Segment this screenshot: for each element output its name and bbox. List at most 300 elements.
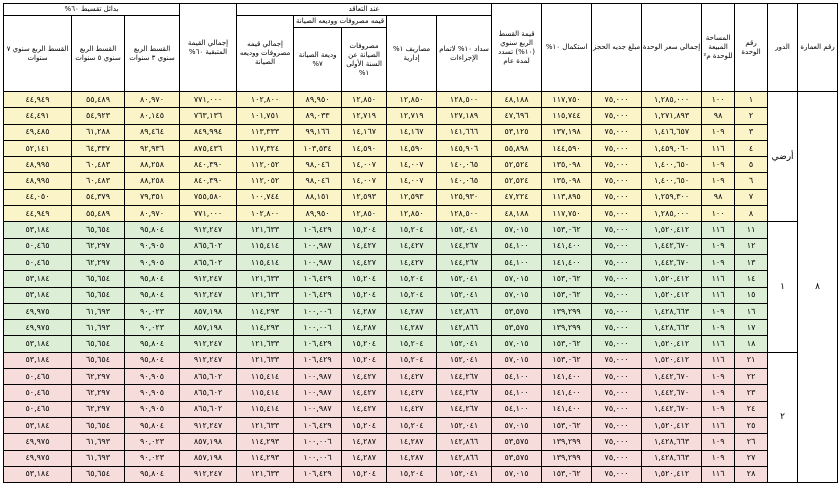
cell-maintenance-deposit: ١٠٦,٤٢٩ xyxy=(294,352,342,368)
cell-q3: ٩٠,٩٠٥ xyxy=(125,254,180,270)
cell-area: ١١٦ xyxy=(702,466,735,482)
table-row xyxy=(4,157,838,173)
cell-admin-fees: ١٤,٠٠٧ xyxy=(387,157,437,173)
cell-total-price: ١,٤٢٨,٦٦٣ xyxy=(642,450,702,466)
cell-unit-no: ١٢ xyxy=(735,238,768,254)
cell-completion-10: ١٤١,٦٦٦ xyxy=(437,124,492,140)
cell-maintenance-first-year: ١٤,٤٢٧ xyxy=(342,401,387,417)
cell-q3: ٧٩,٣٥١ xyxy=(125,189,180,205)
cell-area: ١٠٩ xyxy=(702,450,735,466)
cell-q5: ٥٤,٣٧٩ xyxy=(72,189,125,205)
cell-maintenance-deposit: ١٠٠,٠٠٦ xyxy=(294,320,342,336)
cell-down-payment: ١٣٩,٢٩٩ xyxy=(542,450,592,466)
cell-unit-no: ٦ xyxy=(735,173,768,189)
cell-admin-fees: ١٤,٢٨٧ xyxy=(387,434,437,450)
cell-admin-fees: ١٤,٤٢٧ xyxy=(387,385,437,401)
cell-maintenance-deposit: ٨٩,٠٣٣ xyxy=(294,108,342,124)
cell-completion-10: ١٤٢,٨٦٦ xyxy=(437,450,492,466)
cell-reservation: ٧٥,٠٠٠ xyxy=(592,401,642,417)
cell-total-price: ١,٥٢٠,٤١٢ xyxy=(642,222,702,238)
cell-quarterly-installment: ٥٤,١٠٠ xyxy=(492,369,542,385)
table-row xyxy=(4,173,838,189)
header-building-no: رقم العمارة xyxy=(798,4,838,92)
cell-maintenance-deposit: ١٠٠,٠٠٦ xyxy=(294,434,342,450)
cell-quarterly-installment: ٥٢,٥٢٤ xyxy=(492,173,542,189)
cell-q7: ٤٩,٩٧٥ xyxy=(4,450,72,466)
cell-quarterly-installment: ٥٧,٠١٥ xyxy=(492,222,542,238)
cell-q3: ٨٠,٩٧٠ xyxy=(125,92,180,108)
cell-completion-10: ١٥٢,٠٤١ xyxy=(437,336,492,352)
cell-admin-fees: ١٥,٢٠٤ xyxy=(387,271,437,287)
cell-reservation: ٧٥,٠٠٠ xyxy=(592,336,642,352)
cell-area: ١١٦ xyxy=(702,336,735,352)
cell-unit-no: ١ xyxy=(735,92,768,108)
cell-q3: ٨٨,٢٥٨ xyxy=(125,173,180,189)
cell-maintenance-first-year: ١٥,٢٠٤ xyxy=(342,287,387,303)
cell-reservation: ٧٥,٠٠٠ xyxy=(592,320,642,336)
cell-q5: ٥٤,٩٢٣ xyxy=(72,108,125,124)
cell-admin-fees: ١٤,٤٢٧ xyxy=(387,369,437,385)
cell-reservation: ٧٥,٠٠٠ xyxy=(592,92,642,108)
table-row xyxy=(4,287,838,303)
unit-pricing-table xyxy=(3,3,838,483)
cell-total-maintenance: ١١٧,٣٢٤ xyxy=(237,140,294,156)
cell-remaining-60: ٩١٢,٢٤٧ xyxy=(180,271,237,287)
cell-total-price: ١,٤٥٩,٠٦٠ xyxy=(642,140,702,156)
cell-q5: ٦١,٦٩٣ xyxy=(72,320,125,336)
cell-completion-10: ١٤٤,٢٦٧ xyxy=(437,385,492,401)
cell-q7: ٤٨,٩٩٥ xyxy=(4,157,72,173)
table-row xyxy=(4,320,838,336)
cell-maintenance-deposit: ١٠٠,٩٨٧ xyxy=(294,254,342,270)
cell-maintenance-first-year: ١٤,٠٠٧ xyxy=(342,173,387,189)
cell-down-payment: ١٤١,٤٠٠ xyxy=(542,254,592,270)
cell-unit-no: ١٦ xyxy=(735,303,768,319)
cell-area: ١١٦ xyxy=(702,352,735,368)
cell-q5: ٦٠,٤٨٣ xyxy=(72,157,125,173)
table-row xyxy=(4,124,838,140)
cell-q7: ٤٤,٤٩١ xyxy=(4,108,72,124)
cell-completion-10: ١٤٢,٨٦٦ xyxy=(437,303,492,319)
cell-q3: ٨٩,٤٦٤ xyxy=(125,124,180,140)
cell-down-payment: ١٥٣,٠٦٢ xyxy=(542,287,592,303)
cell-down-payment: ١٤١,٤٠٠ xyxy=(542,369,592,385)
table-row xyxy=(4,189,838,205)
cell-area: ١١٦ xyxy=(702,417,735,433)
header-completion-10: سداد ١٠% لاتمام الإجراءات xyxy=(437,16,492,92)
cell-admin-fees: ١٢,٨٥٠ xyxy=(387,92,437,108)
cell-maintenance-deposit: ١٠٦,٤٢٩ xyxy=(294,222,342,238)
cell-quarterly-installment: ٤٨,١٨٨ xyxy=(492,206,542,222)
cell-down-payment: ١٤١,٤٠٠ xyxy=(542,401,592,417)
cell-reservation: ٧٥,٠٠٠ xyxy=(592,238,642,254)
cell-admin-fees: ١٥,٢٠٤ xyxy=(387,222,437,238)
cell-maintenance-first-year: ١٢,٨٥٠ xyxy=(342,206,387,222)
cell-reservation: ٧٥,٠٠٠ xyxy=(592,417,642,433)
cell-total-maintenance: ١٠٢,٨٠٠ xyxy=(237,206,294,222)
cell-admin-fees: ١٢,٥٩٣ xyxy=(387,189,437,205)
table-row xyxy=(4,254,838,270)
cell-admin-fees: ١٤,٢٨٧ xyxy=(387,303,437,319)
cell-q5: ٥٥,٤٨٩ xyxy=(72,206,125,222)
cell-q7: ٥٢,١٤١ xyxy=(4,140,72,156)
cell-q7: ٤٩,٩٧٥ xyxy=(4,320,72,336)
header-area: المساحة المبيعة للوحدة م² xyxy=(702,4,735,92)
cell-q7: ٤٤,٩٤٩ xyxy=(4,206,72,222)
cell-down-payment: ١٣٧,١٩٨ xyxy=(542,124,592,140)
cell-admin-fees: ١٢,٧١٩ xyxy=(387,108,437,124)
cell-q3: ٩٥,٨٠٤ xyxy=(125,417,180,433)
cell-maintenance-deposit: ٨٩,٩٥٠ xyxy=(294,206,342,222)
cell-reservation: ٧٥,٠٠٠ xyxy=(592,108,642,124)
cell-q3: ٩٥,٨٠٤ xyxy=(125,287,180,303)
cell-maintenance-first-year: ١٤,٤٢٧ xyxy=(342,385,387,401)
table-row xyxy=(4,108,838,124)
cell-admin-fees: ١٤,١٦٧ xyxy=(387,124,437,140)
cell-total-price: ١,٤٢٨,٦٦٣ xyxy=(642,320,702,336)
cell-quarterly-installment: ٥٧,٠١٥ xyxy=(492,336,542,352)
header-admin-fees: مصاريف ١% إدارية xyxy=(387,16,437,92)
cell-admin-fees: ١٢,٨٥٠ xyxy=(387,206,437,222)
cell-area: ١٠٩ xyxy=(702,157,735,173)
cell-area: ١٠٩ xyxy=(702,254,735,270)
cell-q3: ٩٠,٠٢٣ xyxy=(125,303,180,319)
cell-completion-10: ١٤٥,٩٠٦ xyxy=(437,140,492,156)
cell-q3: ٨٠,٩٧٠ xyxy=(125,206,180,222)
cell-q7: ٥٣,١٨٤ xyxy=(4,336,72,352)
cell-admin-fees: ١٥,٢٠٤ xyxy=(387,352,437,368)
header-reservation: مبلغ جديه الحجز xyxy=(592,4,642,92)
cell-area: ١٠٠ xyxy=(702,206,735,222)
cell-maintenance-first-year: ١٤,٤٢٧ xyxy=(342,254,387,270)
cell-q5: ٦١,٦٩٣ xyxy=(72,450,125,466)
cell-maintenance-first-year: ١٥,٢٠٤ xyxy=(342,466,387,482)
cell-unit-no: ٨ xyxy=(735,206,768,222)
cell-reservation: ٧٥,٠٠٠ xyxy=(592,140,642,156)
header-maintenance-deposit: وديعة الصيانة ٧% xyxy=(294,28,342,92)
cell-total-price: ١,٢٨٥,٠٠٠ xyxy=(642,206,702,222)
cell-maintenance-first-year: ١٤,٢٨٧ xyxy=(342,320,387,336)
cell-total-maintenance: ١٢١,٦٣٣ xyxy=(237,271,294,287)
cell-unit-no: ٢٥ xyxy=(735,417,768,433)
cell-unit-no: ١٤ xyxy=(735,271,768,287)
cell-remaining-60: ٩١٢,٢٤٧ xyxy=(180,417,237,433)
cell-unit-no: ٧ xyxy=(735,189,768,205)
cell-q7: ٥٠,٤٦٥ xyxy=(4,369,72,385)
cell-down-payment: ١١٣,٨٩٥ xyxy=(542,189,592,205)
cell-reservation: ٧٥,٠٠٠ xyxy=(592,352,642,368)
cell-completion-10: ١٢٥,٩٣٠ xyxy=(437,189,492,205)
cell-total-maintenance: ١٠٠,٧٤٤ xyxy=(237,189,294,205)
cell-maintenance-deposit: ١٠٦,٤٢٩ xyxy=(294,417,342,433)
cell-q7: ٥٣,١٨٤ xyxy=(4,222,72,238)
cell-remaining-60: ٧٦٣,١٣٦ xyxy=(180,108,237,124)
cell-maintenance-deposit: ١٠٠,٩٨٧ xyxy=(294,385,342,401)
cell-total-price: ١,٤٠٠,٦٥٠ xyxy=(642,173,702,189)
cell-maintenance-first-year: ١٤,٤٢٧ xyxy=(342,369,387,385)
cell-admin-fees: ١٥,٢٠٤ xyxy=(387,417,437,433)
cell-q7: ٥٣,١٨٤ xyxy=(4,271,72,287)
cell-completion-10: ١٥٢,٠٤١ xyxy=(437,287,492,303)
cell-q3: ٩٠,٩٠٥ xyxy=(125,238,180,254)
cell-total-maintenance: ١١٤,٢٩٣ xyxy=(237,303,294,319)
cell-down-payment: ١١٥,٧٤٤ xyxy=(542,108,592,124)
cell-quarterly-installment: ٤٨,١٨٨ xyxy=(492,92,542,108)
cell-unit-no: ٢٧ xyxy=(735,450,768,466)
cell-total-price: ١,٥٢٠,٤١٢ xyxy=(642,287,702,303)
cell-q3: ٩٥,٨٠٤ xyxy=(125,222,180,238)
header-q7: القسط الربع سنوي ٧ سنوات xyxy=(4,16,72,92)
cell-maintenance-first-year: ١٤,٢٨٧ xyxy=(342,450,387,466)
cell-total-price: ١,٥٢٠,٤١٢ xyxy=(642,336,702,352)
cell-down-payment: ١١٧,٧٥٠ xyxy=(542,92,592,108)
cell-maintenance-deposit: ١٠٠,٩٨٧ xyxy=(294,401,342,417)
cell-reservation: ٧٥,٠٠٠ xyxy=(592,124,642,140)
cell-q5: ٦٢,٢٩٧ xyxy=(72,369,125,385)
cell-quarterly-installment: ٥٤,١٠٠ xyxy=(492,385,542,401)
cell-area: ١٠٩ xyxy=(702,434,735,450)
cell-reservation: ٧٥,٠٠٠ xyxy=(592,157,642,173)
cell-maintenance-deposit: ٨٨,١٥١ xyxy=(294,189,342,205)
cell-down-payment: ١١٧,٧٥٠ xyxy=(542,206,592,222)
cell-down-payment: ١٥٣,٠٦٢ xyxy=(542,222,592,238)
cell-q3: ٩٥,٨٠٤ xyxy=(125,352,180,368)
cell-area: ١١٦ xyxy=(702,287,735,303)
cell-total-maintenance: ١٢١,٦٣٣ xyxy=(237,466,294,482)
floor-cell: ١ xyxy=(768,222,798,352)
cell-remaining-60: ٨٥٧,١٩٨ xyxy=(180,450,237,466)
cell-q3: ٩٠,٩٠٥ xyxy=(125,401,180,417)
cell-q7: ٥٠,٤٦٥ xyxy=(4,254,72,270)
table-row xyxy=(4,417,838,433)
table-row xyxy=(4,450,838,466)
cell-maintenance-first-year: ١٥,٢٠٤ xyxy=(342,417,387,433)
cell-q5: ٦٤,٣٣٧ xyxy=(72,140,125,156)
cell-unit-no: ١١ xyxy=(735,222,768,238)
table-row xyxy=(4,369,838,385)
cell-admin-fees: ١٥,٢٠٤ xyxy=(387,466,437,482)
cell-maintenance-deposit: ١٠٠,٩٨٧ xyxy=(294,238,342,254)
cell-q5: ٦٥,٦٥٤ xyxy=(72,466,125,482)
cell-admin-fees: ١٤,٠٠٧ xyxy=(387,173,437,189)
cell-total-maintenance: ١١٤,٢٩٣ xyxy=(237,450,294,466)
cell-q5: ٦٥,٦٥٤ xyxy=(72,352,125,368)
cell-maintenance-deposit: ١٠٦,٤٢٩ xyxy=(294,287,342,303)
cell-down-payment: ١٣٩,٢٩٩ xyxy=(542,434,592,450)
cell-quarterly-installment: ٥٤,١٠٠ xyxy=(492,254,542,270)
cell-quarterly-installment: ٥٧,٠١٥ xyxy=(492,287,542,303)
cell-area: ٩٨ xyxy=(702,189,735,205)
cell-unit-no: ٢٤ xyxy=(735,401,768,417)
cell-total-maintenance: ١١٢,٠٥٢ xyxy=(237,157,294,173)
cell-unit-no: ١٥ xyxy=(735,287,768,303)
cell-q5: ٦١,٢٨٨ xyxy=(72,124,125,140)
cell-completion-10: ١٢٧,١٨٩ xyxy=(437,108,492,124)
table-row xyxy=(4,352,838,368)
cell-quarterly-installment: ٥٣,٥٧٥ xyxy=(492,450,542,466)
header-quarterly-installment: قيمة القسط الربع سنوي (١٠%) تسدد لمدة عام xyxy=(492,4,542,92)
cell-q5: ٦٥,٦٥٤ xyxy=(72,271,125,287)
cell-maintenance-first-year: ١٤,٢٨٧ xyxy=(342,303,387,319)
cell-total-price: ١,٢٥٩,٣٠٠ xyxy=(642,189,702,205)
cell-area: ١٠٩ xyxy=(702,173,735,189)
cell-down-payment: ١٤٤,٥٩٠ xyxy=(542,140,592,156)
cell-total-price: ١,٥٢٠,٤١٢ xyxy=(642,466,702,482)
cell-quarterly-installment: ٥٢,٥٢٤ xyxy=(492,157,542,173)
cell-reservation: ٧٥,٠٠٠ xyxy=(592,173,642,189)
cell-reservation: ٧٥,٠٠٠ xyxy=(592,466,642,482)
header-at-contract: عند التعاقد xyxy=(237,4,492,16)
cell-q3: ٩٥,٨٠٤ xyxy=(125,466,180,482)
cell-total-maintenance: ١٢١,٦٣٣ xyxy=(237,222,294,238)
cell-unit-no: ١٨ xyxy=(735,336,768,352)
cell-total-price: ١,٥٢٠,٤١٢ xyxy=(642,271,702,287)
cell-q5: ٦٥,٦٥٤ xyxy=(72,287,125,303)
table-row xyxy=(4,140,838,156)
header-unit-no: رقم الوحدة xyxy=(735,4,768,92)
cell-q5: ٥٥,٤٨٩ xyxy=(72,92,125,108)
cell-total-price: ١,٤٤٢,٦٧٠ xyxy=(642,385,702,401)
cell-area: ١٠٩ xyxy=(702,401,735,417)
cell-area: ١٠٠ xyxy=(702,92,735,108)
cell-maintenance-first-year: ١٤,٢٨٧ xyxy=(342,434,387,450)
cell-down-payment: ١٥٣,٠٦٢ xyxy=(542,417,592,433)
cell-unit-no: ٢١ xyxy=(735,352,768,368)
table-row xyxy=(4,92,838,108)
cell-maintenance-first-year: ١٥,٢٠٤ xyxy=(342,336,387,352)
cell-admin-fees: ١٤,٢٨٧ xyxy=(387,320,437,336)
cell-area: ٩٨ xyxy=(702,108,735,124)
cell-total-price: ١,٢٨٥,٠٠٠ xyxy=(642,92,702,108)
cell-remaining-60: ٩١٢,٢٤٧ xyxy=(180,222,237,238)
cell-down-payment: ١٣٥,٠٩٨ xyxy=(542,173,592,189)
cell-q3: ٩٠,٠٢٣ xyxy=(125,320,180,336)
cell-unit-no: ٢ xyxy=(735,108,768,124)
pricing-sheet xyxy=(3,3,835,479)
cell-remaining-60: ٧٧١,٠٠٠ xyxy=(180,92,237,108)
cell-reservation: ٧٥,٠٠٠ xyxy=(592,206,642,222)
cell-quarterly-installment: ٥٧,٠١٥ xyxy=(492,417,542,433)
cell-maintenance-deposit: ٩٨,٠٤٦ xyxy=(294,157,342,173)
cell-maintenance-deposit: ١٠٦,٤٢٩ xyxy=(294,336,342,352)
cell-remaining-60: ٨٦٥,٦٠٢ xyxy=(180,238,237,254)
cell-area: ١١٦ xyxy=(702,222,735,238)
header-total-maintenance: إجمالي قيمه مصروفات ووديعه الصيانة xyxy=(237,16,294,92)
cell-q5: ٦٥,٦٥٤ xyxy=(72,336,125,352)
cell-maintenance-first-year: ١٢,٥٩٣ xyxy=(342,189,387,205)
cell-total-price: ١,٤٢٨,٦٦٣ xyxy=(642,434,702,450)
cell-quarterly-installment: ٥٤,١٠٠ xyxy=(492,238,542,254)
cell-total-maintenance: ١٢١,٦٣٣ xyxy=(237,352,294,368)
cell-remaining-60: ٨٦٥,٦٠٢ xyxy=(180,401,237,417)
cell-q7: ٥٠,٤٦٥ xyxy=(4,385,72,401)
cell-q3: ٩٥,٨٠٤ xyxy=(125,271,180,287)
cell-remaining-60: ٩١٢,٢٤٧ xyxy=(180,287,237,303)
cell-completion-10: ١٥٢,٠٤١ xyxy=(437,417,492,433)
cell-maintenance-deposit: ٨٩,٩٥٠ xyxy=(294,92,342,108)
header-down-payment: استكمال ١٠% xyxy=(542,4,592,92)
header-total-price: إجمالي سعر الوحدة xyxy=(642,4,702,92)
cell-area: ١١٦ xyxy=(702,140,735,156)
cell-down-payment: ١٣٩,٢٩٩ xyxy=(542,320,592,336)
cell-completion-10: ١٤٤,٢٦٧ xyxy=(437,254,492,270)
cell-reservation: ٧٥,٠٠٠ xyxy=(592,303,642,319)
table-body xyxy=(4,92,838,483)
cell-quarterly-installment: ٥٥,٨٩٨ xyxy=(492,140,542,156)
header-maintenance-group: قيمه مصروفات ووديعه الصيانة xyxy=(294,16,387,28)
cell-maintenance-deposit: ٩٨,٠٤٦ xyxy=(294,173,342,189)
cell-maintenance-deposit: ١٠٠,٠٠٦ xyxy=(294,450,342,466)
cell-unit-no: ٢٣ xyxy=(735,385,768,401)
cell-maintenance-first-year: ١٤,١٦٧ xyxy=(342,124,387,140)
cell-quarterly-installment: ٥٧,٠١٥ xyxy=(492,466,542,482)
cell-total-maintenance: ١٠١,٧٥١ xyxy=(237,108,294,124)
header-installment-alternatives: بدائل تقسيط ٦٠% xyxy=(4,4,180,16)
cell-q3: ٩٠,٩٠٥ xyxy=(125,369,180,385)
cell-unit-no: ١٧ xyxy=(735,320,768,336)
cell-total-price: ١,٤٤٢,٦٧٠ xyxy=(642,401,702,417)
cell-q7: ٥٣,١٨٤ xyxy=(4,417,72,433)
cell-q7: ٤٩,٩٧٥ xyxy=(4,434,72,450)
cell-admin-fees: ١٤,٤٢٧ xyxy=(387,238,437,254)
cell-q3: ٩٠,٠٢٣ xyxy=(125,450,180,466)
cell-remaining-60: ٨٦٥,٦٠٢ xyxy=(180,385,237,401)
cell-down-payment: ١٥٣,٠٦٢ xyxy=(542,466,592,482)
cell-maintenance-first-year: ١٤,٤٢٧ xyxy=(342,238,387,254)
cell-q3: ٩٥,٨٠٤ xyxy=(125,336,180,352)
cell-total-maintenance: ١١٤,٢٩٣ xyxy=(237,434,294,450)
cell-maintenance-deposit: ١٠٠,٩٨٧ xyxy=(294,369,342,385)
cell-remaining-60: ٧٥٥,٥٨٠ xyxy=(180,189,237,205)
table-row xyxy=(4,303,838,319)
cell-q5: ٦٥,٦٥٤ xyxy=(72,222,125,238)
cell-total-price: ١,٥٢٠,٤١٢ xyxy=(642,417,702,433)
cell-completion-10: ١٤٢,٨٦٦ xyxy=(437,320,492,336)
cell-quarterly-installment: ٥٣,٥٧٥ xyxy=(492,434,542,450)
cell-q3: ٨٨,٢٥٨ xyxy=(125,157,180,173)
cell-reservation: ٧٥,٠٠٠ xyxy=(592,369,642,385)
cell-completion-10: ١٥٢,٠٤١ xyxy=(437,466,492,482)
cell-total-price: ١,٤٤٢,٦٧٠ xyxy=(642,238,702,254)
cell-q5: ٦١,٦٩٣ xyxy=(72,434,125,450)
cell-reservation: ٧٥,٠٠٠ xyxy=(592,271,642,287)
table-row xyxy=(4,401,838,417)
cell-total-maintenance: ١١٥,٤١٤ xyxy=(237,385,294,401)
cell-completion-10: ١٤٠,٠٦٥ xyxy=(437,157,492,173)
cell-maintenance-first-year: ١٥,٢٠٤ xyxy=(342,271,387,287)
cell-remaining-60: ٨٥٧,١٩٨ xyxy=(180,320,237,336)
cell-q7: ٤٤,٩٤٩ xyxy=(4,92,72,108)
table-row xyxy=(4,336,838,352)
cell-reservation: ٧٥,٠٠٠ xyxy=(592,385,642,401)
cell-quarterly-installment: ٥٤,١٠٠ xyxy=(492,401,542,417)
cell-remaining-60: ٨٧٥,٤٣٦ xyxy=(180,140,237,156)
cell-q5: ٦٢,٢٩٧ xyxy=(72,385,125,401)
cell-q7: ٥٣,١٨٤ xyxy=(4,352,72,368)
cell-maintenance-first-year: ١٤,٥٩٠ xyxy=(342,140,387,156)
table-row xyxy=(4,222,838,238)
cell-maintenance-deposit: ٩٩,١٦٦ xyxy=(294,124,342,140)
cell-quarterly-installment: ٥٣,٥٧٥ xyxy=(492,320,542,336)
cell-quarterly-installment: ٥٧,٠١٥ xyxy=(492,271,542,287)
header-q5: القسط الربع سنوي ٥ سنوات xyxy=(72,16,125,92)
cell-reservation: ٧٥,٠٠٠ xyxy=(592,450,642,466)
cell-remaining-60: ٩١٢,٢٤٧ xyxy=(180,352,237,368)
cell-q7: ٥٣,١٨٤ xyxy=(4,466,72,482)
cell-remaining-60: ٨٤٠,٣٩٠ xyxy=(180,157,237,173)
cell-remaining-60: ٩١٢,٢٤٧ xyxy=(180,466,237,482)
cell-reservation: ٧٥,٠٠٠ xyxy=(592,254,642,270)
